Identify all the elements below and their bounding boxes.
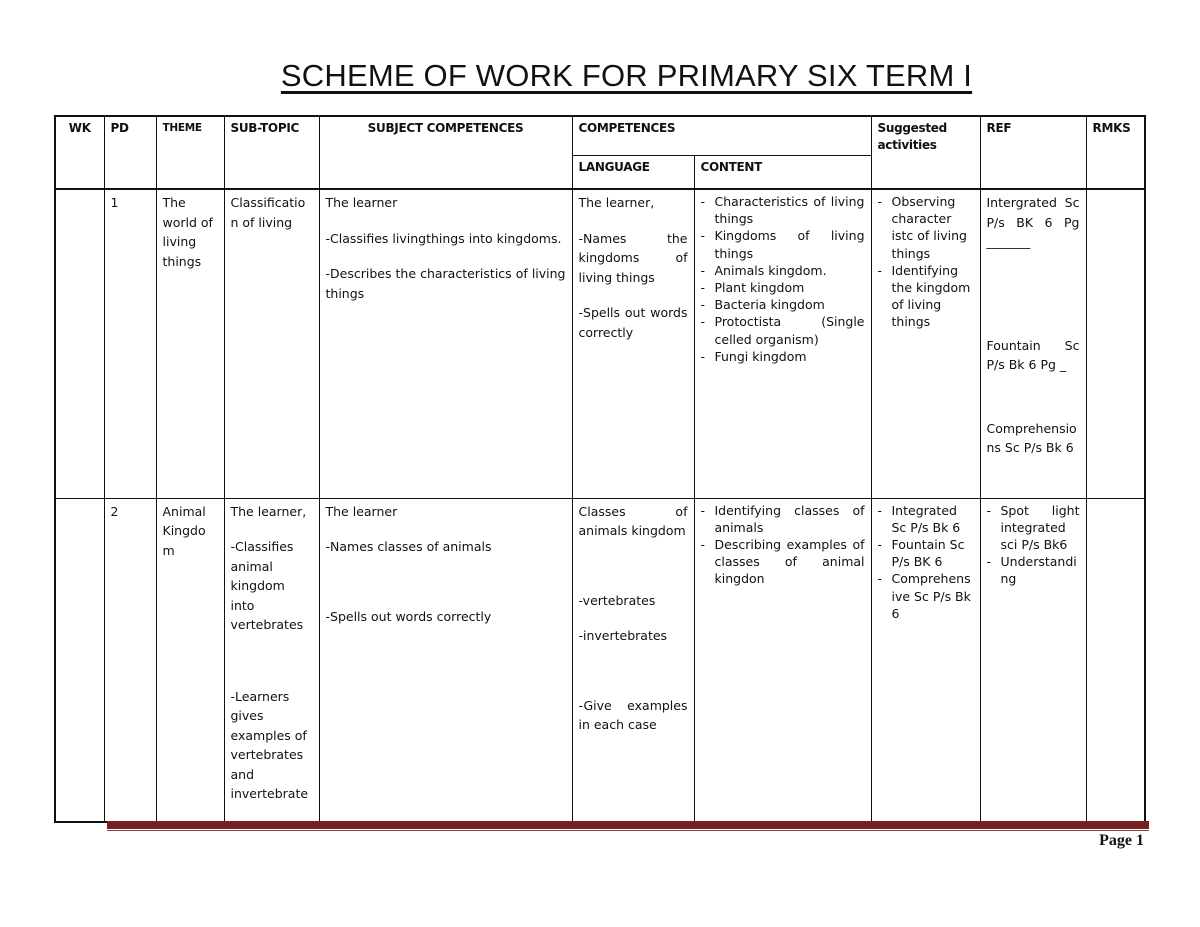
- text-line: -Learners gives examples of vertebrates and invertebrate: [230, 688, 309, 801]
- page-number: Page 1: [1099, 832, 1144, 849]
- document-title: SCHEME OF WORK FOR PRIMARY SIX TERM I: [280, 58, 973, 93]
- header-rmks: RMKS: [1086, 116, 1145, 189]
- list-item: - Comprehensive Sc P/s Bk 6: [878, 570, 974, 622]
- header-activities: Suggested activities: [871, 116, 980, 189]
- footer-bar: [107, 821, 1149, 829]
- cell-subtopic: Classification of living: [224, 189, 319, 498]
- text-line: -Names classes of animals: [325, 539, 492, 554]
- text-line: -Spells out words correctly: [325, 608, 492, 624]
- list-item: - Protoctista (Single celled organism): [701, 313, 865, 347]
- cell-language: [572, 498, 694, 822]
- text-line: -invertebrates: [578, 628, 668, 643]
- cell-language: [572, 189, 694, 498]
- text-line: -Classifies livingthings into kingdoms.: [325, 230, 562, 246]
- table-row: [55, 189, 1145, 498]
- list-item: - Identifying the kingdom of living things: [878, 262, 974, 331]
- list-item: - Animals kingdom.: [701, 262, 865, 279]
- list-item: - Observing character istc of living things: [878, 193, 974, 262]
- text-line: The learner: [325, 503, 398, 519]
- header-pd: PD: [104, 116, 156, 189]
- cell-pd: 1: [104, 189, 156, 498]
- header-content: CONTENT: [694, 155, 871, 189]
- cell-content: [694, 498, 871, 822]
- text-line: Classes of animals kingdom: [578, 503, 688, 538]
- list-item: - Fungi kingdom: [701, 348, 865, 365]
- cell-activities: [871, 498, 980, 822]
- list-item: - Bacteria kingdom: [701, 296, 865, 313]
- header-subtopic: SUB-TOPIC: [224, 116, 319, 189]
- list-item: - Kingdoms of living things: [701, 227, 865, 261]
- text-line: -Describes the characteristics of living things: [325, 266, 566, 301]
- text-line: Comprehensions Sc P/s Bk 6: [986, 420, 1077, 455]
- header-competences: COMPETENCES: [572, 116, 871, 155]
- scheme-table: [54, 115, 1146, 823]
- header-language: LANGUAGE: [572, 155, 694, 189]
- cell-pd: 2: [104, 498, 156, 822]
- cell-rmks: [1086, 498, 1145, 822]
- list-item: - Integrated Sc P/s Bk 6: [878, 502, 974, 536]
- footer-divider: [107, 830, 1149, 831]
- header-ref: REF: [980, 116, 1086, 189]
- text-line: The learner,: [578, 195, 655, 210]
- text-line: -Names the kingdoms of living things: [578, 230, 688, 285]
- header-theme: THEME: [156, 116, 224, 189]
- cell-subject-competences: [319, 189, 572, 498]
- text-line: Intergrated Sc P/s BK 6 Pg _______: [986, 195, 1080, 249]
- list-item: - Fountain Sc P/s BK 6: [878, 536, 974, 570]
- text-line: The learner: [325, 195, 398, 210]
- text-line: Fountain Sc P/s Bk 6 Pg _: [986, 337, 1080, 372]
- list-item: - Identifying classes of animals: [701, 502, 865, 536]
- cell-theme: Animal Kingdom: [156, 498, 224, 822]
- list-item: - Understanding: [987, 553, 1080, 587]
- header-wk: WK: [55, 116, 104, 189]
- cell-activities: [871, 189, 980, 498]
- cell-ref: [980, 498, 1086, 822]
- text-line: -vertebrates: [578, 592, 656, 608]
- list-item: - Characteristics of living things: [701, 193, 865, 227]
- list-item: - Plant kingdom: [701, 279, 865, 296]
- cell-theme: The world of living things: [156, 189, 224, 498]
- cell-wk: [55, 498, 104, 822]
- cell-content: [694, 189, 871, 498]
- cell-wk: [55, 189, 104, 498]
- cell-subtopic: [224, 498, 319, 822]
- cell-rmks: [1086, 189, 1145, 498]
- cell-ref: [980, 189, 1086, 498]
- text-line: -Give examples in each case: [578, 697, 688, 732]
- header-subject-competences: SUBJECT COMPETENCES: [319, 116, 572, 189]
- table-row: [55, 498, 1145, 822]
- text-line: The learner,: [230, 503, 307, 519]
- text-line: -Spells out words correctly: [578, 305, 688, 340]
- list-item: - Describing examples of classes of animal kingdon: [701, 536, 865, 588]
- text-line: -Classifies animal kingdom into vertebrates: [230, 539, 304, 632]
- cell-subject-competences: [319, 498, 572, 822]
- list-item: - Spot light integrated sci P/s Bk6: [987, 502, 1080, 554]
